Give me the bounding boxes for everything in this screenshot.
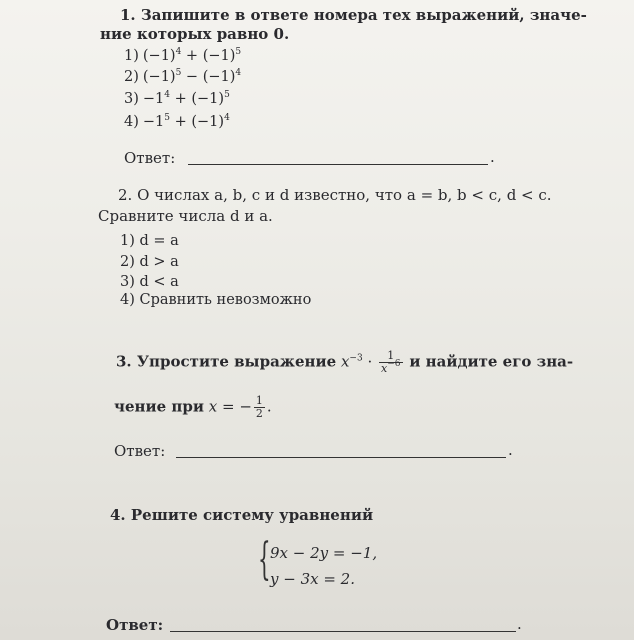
q1-answer-dot: . xyxy=(490,148,495,166)
q3-x-eq: x = − xyxy=(208,397,252,416)
q1-option-be: 5 xyxy=(224,90,230,100)
q3-end: . xyxy=(266,397,272,416)
q3-exp: −3 xyxy=(349,353,363,364)
q3-lead: 3. Упростите выражение xyxy=(116,352,337,371)
q1-answer-line[interactable] xyxy=(188,164,488,165)
q3-answer-label: Ответ: xyxy=(114,442,166,460)
q3-dot: · xyxy=(367,352,373,371)
q4-answer-label: Ответ: xyxy=(106,616,164,634)
q1-option-num: 4) xyxy=(124,114,139,130)
q1-option-ae: 5 xyxy=(164,113,170,123)
q4-title: 4. Решите систему уравнений xyxy=(110,506,374,524)
q4-brace: { xyxy=(258,534,271,585)
q1-option-a: −1 xyxy=(142,114,165,130)
q1-option-op: − (−1) xyxy=(181,69,236,85)
q1-option-num: 2) xyxy=(124,69,139,85)
q3-frac-den: x xyxy=(381,362,388,375)
q3-tail: и найдите его зна- xyxy=(409,352,574,371)
q1-option-ae: 4 xyxy=(164,90,170,100)
q2-line2: Сравните числа d и a. xyxy=(98,207,273,225)
q1-option-op: + (−1) xyxy=(181,48,236,64)
q2-option: 4) Сравнить невозможно xyxy=(120,292,312,308)
q2-option: 3) d < a xyxy=(120,274,179,290)
q4-eq1: 9x − 2y = −1, xyxy=(270,544,378,562)
q4-answer-line[interactable] xyxy=(170,631,516,632)
q1-option-be: 4 xyxy=(235,68,242,78)
q1-option-num: 3) xyxy=(124,91,139,107)
q1-line2: ние которых равно 0. xyxy=(100,25,290,43)
q1-option-ae: 5 xyxy=(175,68,182,78)
q1-option xyxy=(124,90,230,109)
q3-frac-den-exp: −6 xyxy=(387,359,401,369)
q1-option-a: −1 xyxy=(142,91,165,107)
q1-option-be: 5 xyxy=(235,47,242,57)
q2-option: 1) d = a xyxy=(120,233,179,249)
q3-val-num: 1 xyxy=(255,394,263,407)
q1-option-op: + (−1) xyxy=(170,91,225,107)
q1-option xyxy=(124,47,241,66)
q1-option xyxy=(124,68,241,87)
q3-line1 xyxy=(116,350,573,375)
q2-line1: 2. О числах a, b, c и d известно, что a = b, b < c, d < c. xyxy=(118,186,552,204)
q2-option: 2) d > a xyxy=(120,254,179,270)
q1-option-a: (−1) xyxy=(142,69,176,85)
q4-answer-dot: . xyxy=(517,615,522,633)
q1-option-ae: 4 xyxy=(175,47,182,57)
q3-answer-line[interactable] xyxy=(176,457,506,458)
q4-eq2: y − 3x = 2. xyxy=(270,570,355,588)
q3-line2 xyxy=(114,395,272,420)
q1-line1: 1. Запишите в ответе номера тех выражений, значе- xyxy=(120,6,587,24)
q1-option xyxy=(124,113,230,132)
q1-option-a: (−1) xyxy=(142,48,176,64)
q1-option-be: 4 xyxy=(224,113,230,123)
q3-fraction xyxy=(379,350,403,375)
q3-answer-dot: . xyxy=(508,441,513,459)
q3-base: x xyxy=(340,352,350,371)
q1-option-op: + (−1) xyxy=(170,114,225,130)
q3-line2-text: чение при xyxy=(114,397,204,416)
q1-option-num: 1) xyxy=(124,48,139,64)
q3-frac-num: 1 xyxy=(379,350,403,363)
q3-val-den: 2 xyxy=(255,407,263,420)
q1-answer-label: Ответ: xyxy=(124,149,176,167)
q3-value-fraction xyxy=(254,395,265,420)
